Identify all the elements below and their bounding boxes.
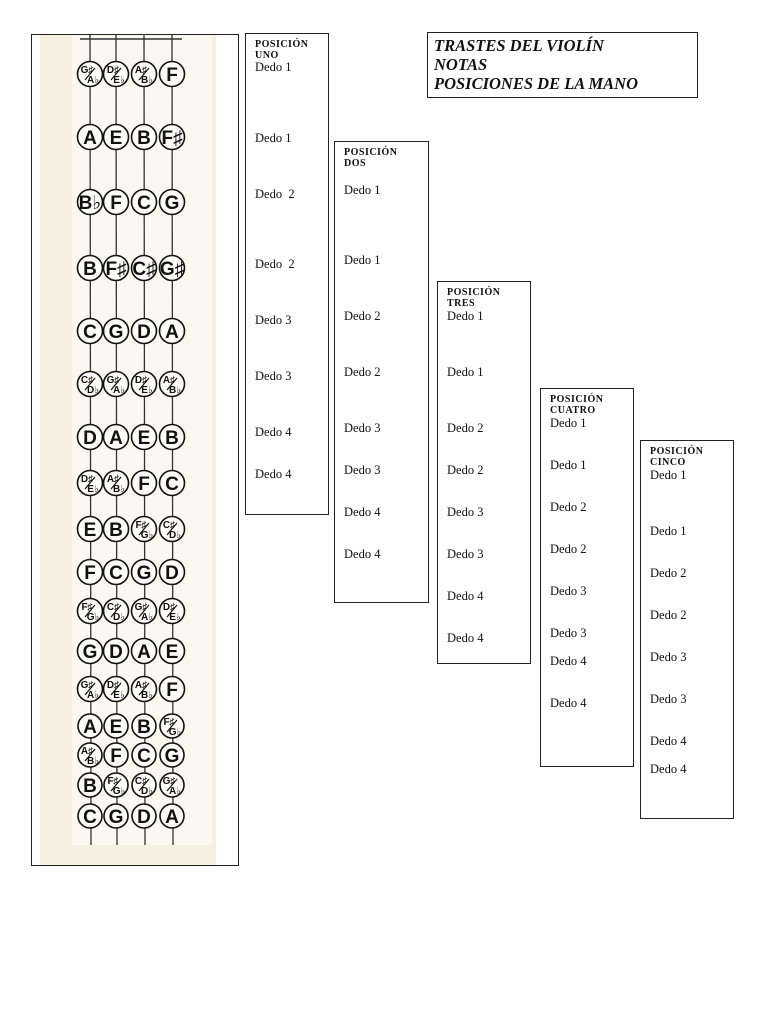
note-label: B xyxy=(83,259,97,280)
finger-label: Dedo 3 xyxy=(255,313,292,327)
note-label-sharp: D♯ xyxy=(106,680,120,691)
note-label: D xyxy=(137,807,151,828)
finger-label: Dedo 4 xyxy=(344,505,381,519)
position-box-uno xyxy=(245,33,329,515)
note-label: B xyxy=(83,776,97,797)
finger-label: Dedo 1 xyxy=(447,365,484,379)
finger-label: Dedo 2 xyxy=(344,309,381,323)
position-title: POSICIÓN DOS xyxy=(344,147,398,169)
note-label: C xyxy=(137,746,151,767)
note-label-flat: D♭ xyxy=(87,385,99,396)
note-label-sharp: D♯ xyxy=(162,602,176,613)
finger-label: Dedo 2 xyxy=(447,463,484,477)
position-box-dos xyxy=(334,141,429,603)
finger-label: Dedo 3 xyxy=(447,547,484,561)
note-label: A xyxy=(165,322,179,343)
note-label-flat: A♭ xyxy=(113,385,125,396)
note-label: F xyxy=(110,746,122,767)
fretboard-diagram xyxy=(31,34,239,866)
finger-label: Dedo 4 xyxy=(650,762,687,776)
title-line-2: NOTAS xyxy=(434,55,488,74)
note-label: F xyxy=(110,193,122,214)
finger-label: Dedo 1 xyxy=(650,468,687,482)
finger-label: Dedo 1 xyxy=(344,253,381,267)
note-label: D xyxy=(137,322,151,343)
note-label: A xyxy=(109,428,123,449)
position-title: POSICIÓN TRES xyxy=(447,287,501,309)
finger-label: Dedo 3 xyxy=(344,421,381,435)
note-label-flat: A♭ xyxy=(87,75,99,86)
note-label: F♯ xyxy=(105,259,127,280)
note-label: E xyxy=(137,428,151,449)
position-title: POSICIÓN CINCO xyxy=(650,446,704,468)
finger-label: Dedo 4 xyxy=(255,467,292,481)
note-label: B xyxy=(137,717,151,738)
note-label-flat: G♭ xyxy=(86,612,100,623)
position-title: POSICIÓN UNO xyxy=(255,39,309,61)
note-label-sharp: F♯ xyxy=(81,602,93,613)
finger-label: Dedo 4 xyxy=(447,631,484,645)
note-label-flat: A♭ xyxy=(141,612,153,623)
note-label: F xyxy=(84,563,96,584)
note-label: G xyxy=(82,642,98,663)
note-label-sharp: A♯ xyxy=(134,65,148,76)
note-label: D xyxy=(109,642,123,663)
finger-label: Dedo 2 xyxy=(447,421,484,435)
note-label: G xyxy=(108,322,124,343)
note-label-flat: G♭ xyxy=(112,786,126,797)
note-label-sharp: G♯ xyxy=(80,680,94,691)
finger-label: Dedo 2 xyxy=(344,365,381,379)
note-label-flat: B♭ xyxy=(169,385,181,396)
note-label-sharp: C♯ xyxy=(106,602,120,613)
finger-label: Dedo 4 xyxy=(344,547,381,561)
finger-label: Dedo 4 xyxy=(550,696,587,710)
note-label-sharp: C♯ xyxy=(134,776,148,787)
note-label-sharp: D♯ xyxy=(134,375,148,386)
position-title: POSICIÓN CUATRO xyxy=(550,394,604,416)
note-label-flat: E♭ xyxy=(113,75,125,86)
note-label-flat: B♭ xyxy=(113,484,125,495)
note-label-flat: G♭ xyxy=(168,727,182,738)
position-box-cinco xyxy=(640,440,734,819)
note-label: F xyxy=(138,474,150,495)
finger-label: Dedo 2 xyxy=(255,257,295,271)
note-label: E xyxy=(109,128,123,149)
note-label: E xyxy=(109,717,123,738)
note-label-flat: G♭ xyxy=(140,530,154,541)
note-label: A xyxy=(83,717,97,738)
note-label-sharp: G♯ xyxy=(134,602,148,613)
finger-label: Dedo 4 xyxy=(255,425,292,439)
title-line-3: POSICIONES DE LA MANO xyxy=(434,74,639,93)
note-label: A xyxy=(83,128,97,149)
finger-label: Dedo 2 xyxy=(255,187,295,201)
note-label: C xyxy=(83,322,97,343)
note-label-sharp: G♯ xyxy=(162,776,176,787)
note-label: D xyxy=(165,563,179,584)
note-label-sharp: A♯ xyxy=(106,474,120,485)
finger-label: Dedo 4 xyxy=(447,589,484,603)
note-label-flat: D♭ xyxy=(169,530,181,541)
finger-label: Dedo 1 xyxy=(550,458,587,472)
note-label: C xyxy=(109,563,123,584)
note-label: G xyxy=(164,746,180,767)
finger-label: Dedo 1 xyxy=(344,183,381,197)
note-label-sharp: G♯ xyxy=(80,65,94,76)
note-label: E xyxy=(165,642,179,663)
note-label-sharp: F♯ xyxy=(107,776,119,787)
note-label-sharp: F♯ xyxy=(163,717,175,728)
finger-label: Dedo 3 xyxy=(650,650,687,664)
finger-label: Dedo 2 xyxy=(550,500,587,514)
finger-label: Dedo 1 xyxy=(550,416,587,430)
note-label-flat: B♭ xyxy=(87,756,99,767)
note-label: G♯ xyxy=(159,259,185,280)
note-label-flat: B♭ xyxy=(141,690,153,701)
finger-label: Dedo 3 xyxy=(255,369,292,383)
note-label: A xyxy=(165,807,179,828)
note-label: B xyxy=(137,128,151,149)
finger-label: Dedo 3 xyxy=(550,584,587,598)
finger-label: Dedo 4 xyxy=(650,734,687,748)
note-label-flat: B♭ xyxy=(141,75,153,86)
finger-label: Dedo 1 xyxy=(255,60,292,74)
note-label: D xyxy=(83,428,97,449)
note-label-flat: E♭ xyxy=(113,690,125,701)
note-label: F xyxy=(166,680,178,701)
note-label-sharp: D♯ xyxy=(80,474,94,485)
finger-label: Dedo 3 xyxy=(344,463,381,477)
note-label-flat: E♭ xyxy=(141,385,153,396)
note-label-sharp: C♯ xyxy=(162,520,176,531)
note-label-sharp: D♯ xyxy=(106,65,120,76)
note-label-flat: E♭ xyxy=(169,612,181,623)
title-box xyxy=(427,32,698,98)
note-label: E xyxy=(83,520,97,541)
note-label: B xyxy=(109,520,123,541)
finger-label: Dedo 1 xyxy=(447,309,484,323)
note-label: A xyxy=(137,642,151,663)
finger-label: Dedo 2 xyxy=(650,566,687,580)
note-label: B♭ xyxy=(78,193,102,214)
note-label-sharp: C♯ xyxy=(80,375,94,386)
note-label-flat: A♭ xyxy=(87,690,99,701)
finger-label: Dedo 3 xyxy=(447,505,484,519)
note-label: C xyxy=(83,807,97,828)
note-label: G xyxy=(164,193,180,214)
note-label: F♯ xyxy=(161,128,183,149)
note-label-sharp: A♯ xyxy=(80,746,94,757)
finger-label: Dedo 4 xyxy=(550,654,587,668)
position-box-tres xyxy=(437,281,531,664)
position-box-cuatro xyxy=(540,388,634,767)
note-label: G xyxy=(136,563,152,584)
fretboard-svg xyxy=(32,35,238,865)
finger-label: Dedo 1 xyxy=(650,524,687,538)
note-label: C♯ xyxy=(132,259,156,280)
note-label: C xyxy=(165,474,179,495)
note-label: F xyxy=(166,65,178,86)
note-label-sharp: A♯ xyxy=(134,680,148,691)
note-label-flat: D♭ xyxy=(113,612,125,623)
finger-label: Dedo 3 xyxy=(550,626,587,640)
note-label-sharp: A♯ xyxy=(162,375,176,386)
finger-label: Dedo 1 xyxy=(255,131,292,145)
finger-label: Dedo 2 xyxy=(650,608,687,622)
note-label-sharp: G♯ xyxy=(106,375,120,386)
note-label: B xyxy=(165,428,179,449)
finger-label: Dedo 2 xyxy=(550,542,587,556)
note-label: C xyxy=(137,193,151,214)
note-label-flat: D♭ xyxy=(141,786,153,797)
finger-label: Dedo 3 xyxy=(650,692,687,706)
note-label-flat: E♭ xyxy=(87,484,99,495)
title-line-1: TRASTES DEL VIOLÍN xyxy=(434,36,604,55)
note-label-flat: A♭ xyxy=(169,786,181,797)
note-label-sharp: F♯ xyxy=(135,520,147,531)
note-label: G xyxy=(108,807,124,828)
